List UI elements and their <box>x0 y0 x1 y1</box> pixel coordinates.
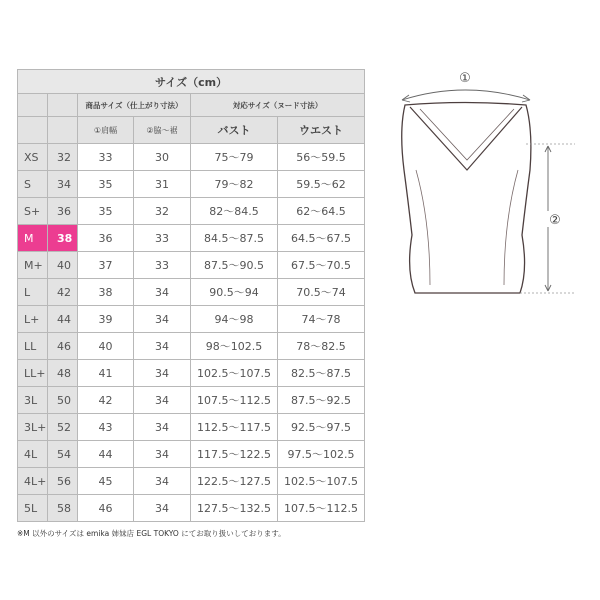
waist-cell: 78～82.5 <box>278 333 365 360</box>
number-cell: 36 <box>48 198 78 225</box>
number-cell: 58 <box>48 495 78 522</box>
number-cell: 50 <box>48 387 78 414</box>
bust-cell: 107.5～112.5 <box>191 387 278 414</box>
group-header-row <box>18 94 365 117</box>
length-cell: 34 <box>134 387 191 414</box>
group-fit-size: 対応サイズ（ヌード寸法） <box>191 94 365 117</box>
length-cell: 33 <box>134 252 191 279</box>
waist-cell: 70.5～74 <box>278 279 365 306</box>
shoulder-cell: 39 <box>78 306 134 333</box>
size-cell: LL+ <box>18 360 48 387</box>
header-blank-cell <box>48 117 78 144</box>
bust-cell: 84.5～87.5 <box>191 225 278 252</box>
table-row <box>18 144 365 171</box>
shoulder-arrow <box>402 90 530 100</box>
length-cell: 31 <box>134 171 191 198</box>
length-cell: 34 <box>134 414 191 441</box>
size-cell: 5L <box>18 495 48 522</box>
header-blank-cell <box>48 94 78 117</box>
size-cell: 4L <box>18 441 48 468</box>
shoulder-cell: 43 <box>78 414 134 441</box>
shoulder-cell: 37 <box>78 252 134 279</box>
waist-cell: 102.5～107.5 <box>278 468 365 495</box>
waist-cell: 97.5～102.5 <box>278 441 365 468</box>
table-row <box>18 387 365 414</box>
waist-cell: 62～64.5 <box>278 198 365 225</box>
bust-cell: 82～84.5 <box>191 198 278 225</box>
column-header-row <box>18 117 365 144</box>
waist-cell: 82.5～87.5 <box>278 360 365 387</box>
shoulder-cell: 45 <box>78 468 134 495</box>
number-cell: 46 <box>48 333 78 360</box>
col-waist-header: ウエスト <box>278 117 365 144</box>
shoulder-cell: 42 <box>78 387 134 414</box>
table-row <box>18 333 365 360</box>
number-cell: 44 <box>48 306 78 333</box>
shoulder-label: ① <box>459 71 471 86</box>
shoulder-cell: 44 <box>78 441 134 468</box>
col-shoulder-header: ①肩幅 <box>78 117 134 144</box>
bust-cell: 102.5～107.5 <box>191 360 278 387</box>
bust-cell: 90.5～94 <box>191 279 278 306</box>
number-cell: 38 <box>48 225 78 252</box>
size-cell: LL <box>18 333 48 360</box>
waist-cell: 56～59.5 <box>278 144 365 171</box>
size-cell: 3L <box>18 387 48 414</box>
shoulder-cell: 46 <box>78 495 134 522</box>
number-cell: 56 <box>48 468 78 495</box>
length-cell: 34 <box>134 279 191 306</box>
table-row <box>18 306 365 333</box>
size-cell: XS <box>18 144 48 171</box>
shoulder-cell: 35 <box>78 198 134 225</box>
table-row <box>18 468 365 495</box>
size-cell: L <box>18 279 48 306</box>
length-cell: 34 <box>134 306 191 333</box>
shoulder-cell: 40 <box>78 333 134 360</box>
bust-cell: 112.5～117.5 <box>191 414 278 441</box>
footnote: ※M 以外のサイズは emika 姉妹店 EGL TOKYO にてお取り扱いしております。 <box>17 529 286 538</box>
size-cell: 4L+ <box>18 468 48 495</box>
waist-cell: 107.5～112.5 <box>278 495 365 522</box>
bust-cell: 87.5～90.5 <box>191 252 278 279</box>
bust-cell: 98～102.5 <box>191 333 278 360</box>
length-cell: 34 <box>134 333 191 360</box>
shoulder-cell: 41 <box>78 360 134 387</box>
table-title-row <box>18 70 365 94</box>
table-row <box>18 441 365 468</box>
bust-cell: 94～98 <box>191 306 278 333</box>
length-cell: 34 <box>134 495 191 522</box>
bust-cell: 75～79 <box>191 144 278 171</box>
size-table <box>17 69 365 522</box>
header-blank-cell <box>18 94 48 117</box>
number-cell: 32 <box>48 144 78 171</box>
size-cell: S <box>18 171 48 198</box>
garment-diagram <box>380 60 590 310</box>
group-product-size: 商品サイズ（仕上がり寸法） <box>78 94 191 117</box>
bust-cell: 117.5～122.5 <box>191 441 278 468</box>
shoulder-cell: 36 <box>78 225 134 252</box>
length-label: ② <box>549 213 561 228</box>
size-cell: M+ <box>18 252 48 279</box>
length-cell: 34 <box>134 441 191 468</box>
length-cell: 32 <box>134 198 191 225</box>
waist-cell: 74～78 <box>278 306 365 333</box>
size-cell: S+ <box>18 198 48 225</box>
size-cell: M <box>18 225 48 252</box>
table-row <box>18 225 365 252</box>
number-cell: 42 <box>48 279 78 306</box>
table-row <box>18 495 365 522</box>
bust-cell: 79～82 <box>191 171 278 198</box>
length-cell: 33 <box>134 225 191 252</box>
waist-cell: 92.5～97.5 <box>278 414 365 441</box>
table-title: サイズ（cm） <box>18 70 365 94</box>
length-cell: 34 <box>134 468 191 495</box>
table-row <box>18 171 365 198</box>
number-cell: 40 <box>48 252 78 279</box>
header-blank-cell <box>18 117 48 144</box>
waist-cell: 64.5～67.5 <box>278 225 365 252</box>
number-cell: 54 <box>48 441 78 468</box>
bust-cell: 122.5～127.5 <box>191 468 278 495</box>
waist-cell: 87.5～92.5 <box>278 387 365 414</box>
shoulder-cell: 38 <box>78 279 134 306</box>
col-bust-header: バスト <box>191 117 278 144</box>
number-cell: 52 <box>48 414 78 441</box>
table-row <box>18 414 365 441</box>
shoulder-cell: 33 <box>78 144 134 171</box>
size-cell: L+ <box>18 306 48 333</box>
waist-cell: 59.5～62 <box>278 171 365 198</box>
number-cell: 48 <box>48 360 78 387</box>
number-cell: 34 <box>48 171 78 198</box>
bust-cell: 127.5～132.5 <box>191 495 278 522</box>
table-row <box>18 360 365 387</box>
shoulder-cell: 35 <box>78 171 134 198</box>
length-cell: 34 <box>134 360 191 387</box>
length-cell: 30 <box>134 144 191 171</box>
size-cell: 3L+ <box>18 414 48 441</box>
table-row <box>18 252 365 279</box>
waist-cell: 67.5～70.5 <box>278 252 365 279</box>
table-row <box>18 279 365 306</box>
table-row <box>18 198 365 225</box>
col-length-header: ②脇～裾 <box>134 117 191 144</box>
